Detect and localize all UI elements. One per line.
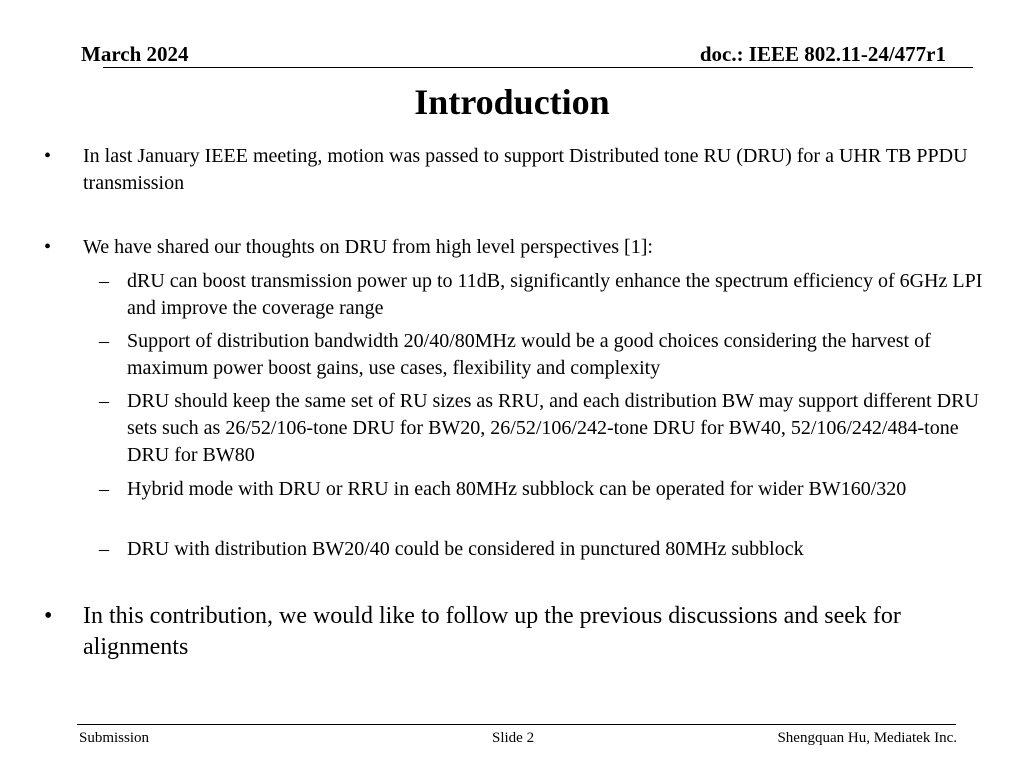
bullet-2-text: We have shared our thoughts on DRU from high level perspectives [1]: xyxy=(83,236,653,258)
bullet-marker: • xyxy=(44,236,52,258)
slide-title: Introduction xyxy=(414,82,610,122)
sub-bullet-5-text: DRU with distribution BW20/40 could be considered in punctured 80MHz subblock xyxy=(127,538,804,560)
sub-bullet-marker: – xyxy=(99,330,109,352)
header-doc-id: doc.: IEEE 802.11-24/477r1 xyxy=(699,42,946,66)
bullet-1-text: In last January IEEE meeting, motion was passed to support Distributed tone RU (DRU) for a UHR TB PPDU transmission xyxy=(83,145,968,194)
sub-bullet-1-text: dRU can boost transmission power up to 11dB, significantly enhance the spectrum efficiency of 6GHz LPI and improve the coverage range xyxy=(127,270,983,319)
footer-slide-number: Slide 2 xyxy=(492,730,535,746)
bullet-marker: • xyxy=(44,603,53,629)
sub-bullet-2-text: Support of distribution bandwidth 20/40/80MHz would be a good choices considering the harvest of maximum power boost gains, use cases, flexibility and complexity xyxy=(127,330,931,379)
footer-submission: Submission xyxy=(79,730,150,746)
header-divider xyxy=(103,67,973,68)
sub-bullet-marker: – xyxy=(99,538,109,560)
footer-author: Shengquan Hu, Mediatek Inc. xyxy=(777,730,957,746)
bullet-marker: • xyxy=(44,145,52,167)
sub-bullet-4-text: Hybrid mode with DRU or RRU in each 80MHz subblock can be operated for wider BW160/320 xyxy=(127,478,907,500)
footer-divider xyxy=(77,724,956,725)
sub-bullet-marker: – xyxy=(99,270,109,292)
sub-bullet-marker: – xyxy=(99,478,109,500)
bullet-3-text: In this contribution, we would like to follow up the previous discussions and seek for alignments xyxy=(83,603,901,660)
sub-bullet-3-text: DRU should keep the same set of RU sizes as RRU, and each distribution BW may support different DRU sets such as 26/52/106-tone DRU for BW20, 26/52/106/242-tone DRU for BW40, 52/106/242/484-tone DRU for BW80 xyxy=(127,390,979,466)
sub-bullet-marker: – xyxy=(99,390,109,412)
header-date: March 2024 xyxy=(81,42,189,66)
